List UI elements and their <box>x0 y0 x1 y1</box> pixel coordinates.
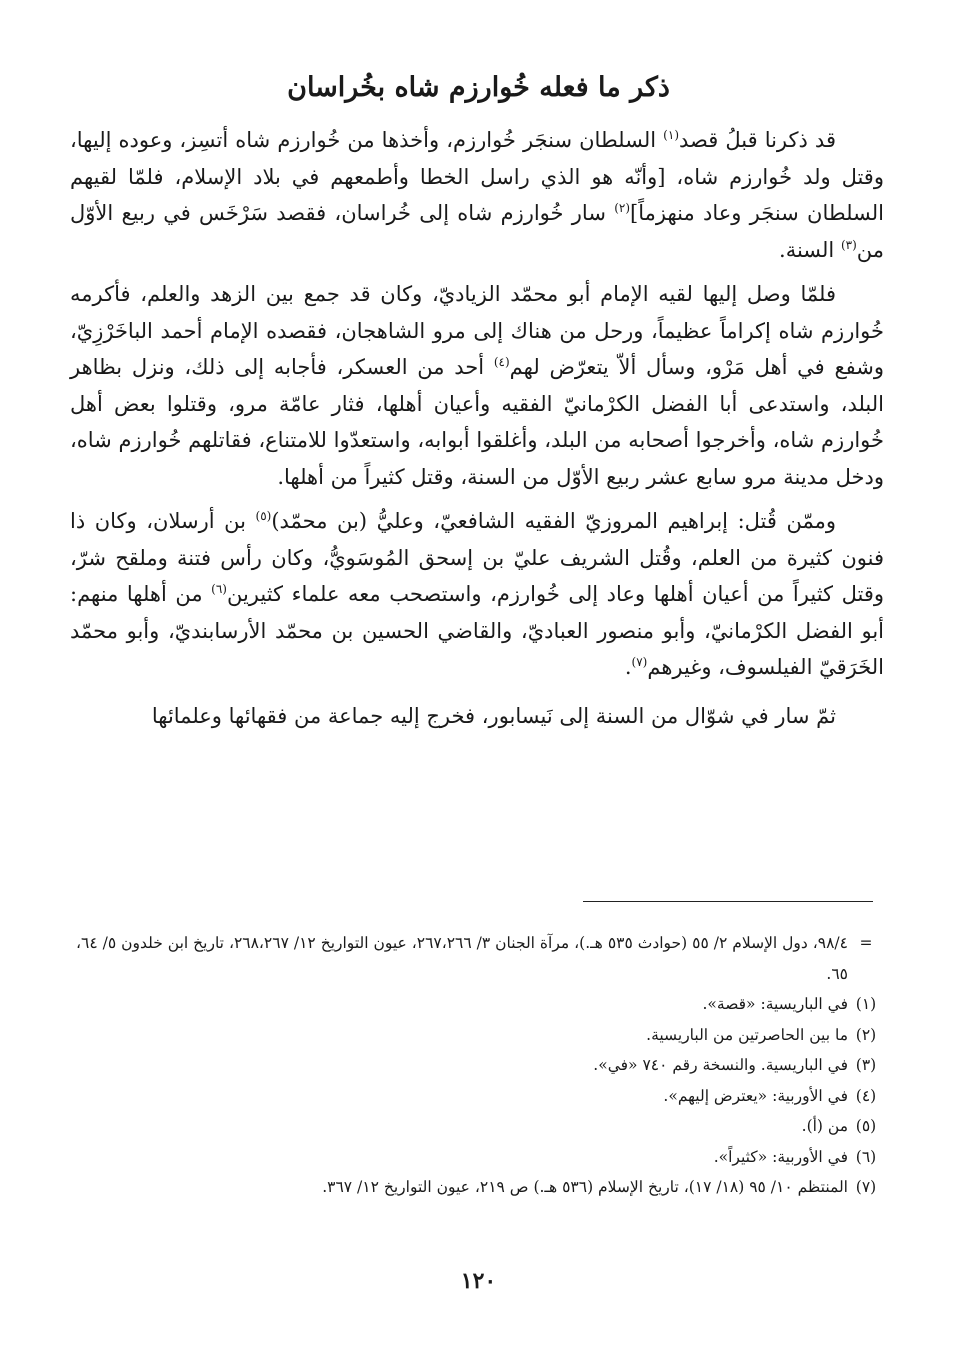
footnote-divider <box>583 901 873 902</box>
footnote-number: (٢) <box>855 1025 877 1044</box>
continuation-mark: = <box>859 934 873 952</box>
page-number: ١٢٠ <box>460 1268 497 1294</box>
footnote-4 <box>76 1081 884 1112</box>
section-heading: ذكر ما فعله خُوارزم شاه بخُراسان <box>287 72 670 103</box>
text-run: من أهلها منهم: أبو الفضل الكرْمانيّ، وأبو منصور العباديّ، والقاضي الحسين بن محمّد الأرسابنديّ، وأبو محمّد الخَرَقيّ الفيلسوف، وغيرهم <box>70 582 884 679</box>
text-run: . <box>624 655 632 679</box>
footnote-continuation <box>76 928 884 989</box>
text-run: أحد من العسكر، فأجابه إلى ذلك، ونزل بظاهر البلد، واستدعى أبا الفضل الكرْمانيّ الفقيه وأعيان أهلها، فثار عامّة مرو، وقتلوا بعض أهل خُوارزم شاه، وأخرجوا أصحابه من البلد، وأغلقوا أبوابه، واستعدّوا للامتناع، فقاتلهم خُوارزم شاه، ودخل مدينة مرو سابع عشر ربيع الأوّل من السنة، وقتل كثيراً من أهلها. <box>70 355 884 489</box>
footnote-number: (١) <box>855 995 877 1013</box>
footnote-text: المنتظم ١٠/ ٩٥ (١٨/ ١٧)، تاريخ الإسلام (٥٣٦ هـ.) ص ٢١٩، عيون التواريخ ١٢/ ٣٦٧. <box>322 1178 848 1196</box>
text-run: السلطان سنجَر خُوارزم، وأخذها من خُوارزم شاه أتسِز، وعوده إليها، وقتل ولد خُوارزم شاه، [وأنّه هو الذي راسل الخطا وأطمعهم في بلاد الإسلام، فلمّا لقيهم السلطان سنجَر وعاد منهزماً] <box>70 128 884 225</box>
footnote-ref-7[interactable]: (٧) <box>631 655 648 669</box>
paragraph-1 <box>70 122 884 268</box>
footnote-ref-1[interactable]: (١) <box>663 128 679 142</box>
footnote-ref-4[interactable]: (٤) <box>493 355 510 369</box>
text-run: بن أرسلان، وكان ذا فنون كثيرة من العلم، وقُتل الشريف عليّ بن إسحق المُوسَويُّ، وكان رأس فتنة وملقح شرّ، وقتل كثيراً من أعيان أهلها وعاد إلى خُوارزم، واستصحب معه علماء كثيرين <box>70 509 884 606</box>
footnote-text: في الأوربية: «كثيراً». <box>713 1147 848 1166</box>
footnotes <box>76 928 884 1203</box>
text-run: السنة. <box>779 237 841 262</box>
paragraph-4: ثمّ سار في شوّال من السنة إلى نَيسابور، فخرج إليه جماعة من فقهائها وعلمائها <box>151 703 836 728</box>
footnote-number: (٧) <box>855 1178 877 1196</box>
footnote-number: (٥) <box>855 1117 877 1135</box>
text-run: فلمّا وصل إليها لقيه الإمام أبو محمّد الزياديّ، وكان قد جمع بين الزهد والعلم، فأكرمه خُوارزم شاه إكراماً عظيماً، ورحل من هناك إلى مرو الشاهجان، فقصده الإمام أحمد الباخَرْزِيّ، وشفع في أهل مَرْو، وسأل ألاّ يتعرّض لهم <box>70 282 884 379</box>
text-run: سار خُوارزم شاه إلى خُراسان، فقصد سَرْخَس في ربيع الأوّل من <box>70 201 884 262</box>
footnote-3 <box>76 1050 884 1081</box>
footnote-5 <box>76 1111 884 1142</box>
paragraph-2 <box>70 276 884 495</box>
footnote-text: في الباريسية: «قصة». <box>702 995 848 1013</box>
paragraph-3 <box>70 503 884 686</box>
footnote-number: (٣) <box>855 1056 877 1074</box>
footnote-2 <box>76 1020 884 1051</box>
footnote-6 <box>76 1142 884 1173</box>
footnote-number: (٤) <box>855 1086 877 1105</box>
footnote-7 <box>76 1172 884 1203</box>
footnote-ref-6[interactable]: (٦) <box>211 582 227 596</box>
footnote-number: (٦) <box>855 1147 877 1166</box>
continuation-text: ٩٨/٤، دول الإسلام ٢/ ٥٥ (حوادث ٥٣٥ هـ.)، مرآة الجنان ٣/ ٢٦٧،٢٦٦، عيون التواريخ ١٢/ ٢٦٨،٢٦٧، تاريخ ابن خلدون ٥/ ٦٤، ٦٥. <box>76 934 848 983</box>
footnote-text: في الباريسية. والنسخة رقم ٧٤٠ «في». <box>593 1056 848 1074</box>
footnote-text: في الأوربية: «يعترض إليهم». <box>663 1086 848 1105</box>
main-text <box>70 122 884 742</box>
footnote-ref-2[interactable]: (٢) <box>614 201 631 215</box>
text-run: وممّن قُتل: إبراهيم المروزيّ الفقيه الشافعيّ، وعليُّ (بن محمّد) <box>271 509 836 533</box>
footnote-text: ما بين الحاصرتين من الباريسية. <box>646 1025 848 1044</box>
text-run: قد ذكرنا قبلُ قصد <box>679 128 836 152</box>
footnote-ref-5[interactable]: (٥) <box>255 509 272 523</box>
footnote-1 <box>76 989 884 1020</box>
footnote-text: من (أ). <box>801 1117 848 1135</box>
footnote-ref-3[interactable]: (٣) <box>840 237 857 252</box>
